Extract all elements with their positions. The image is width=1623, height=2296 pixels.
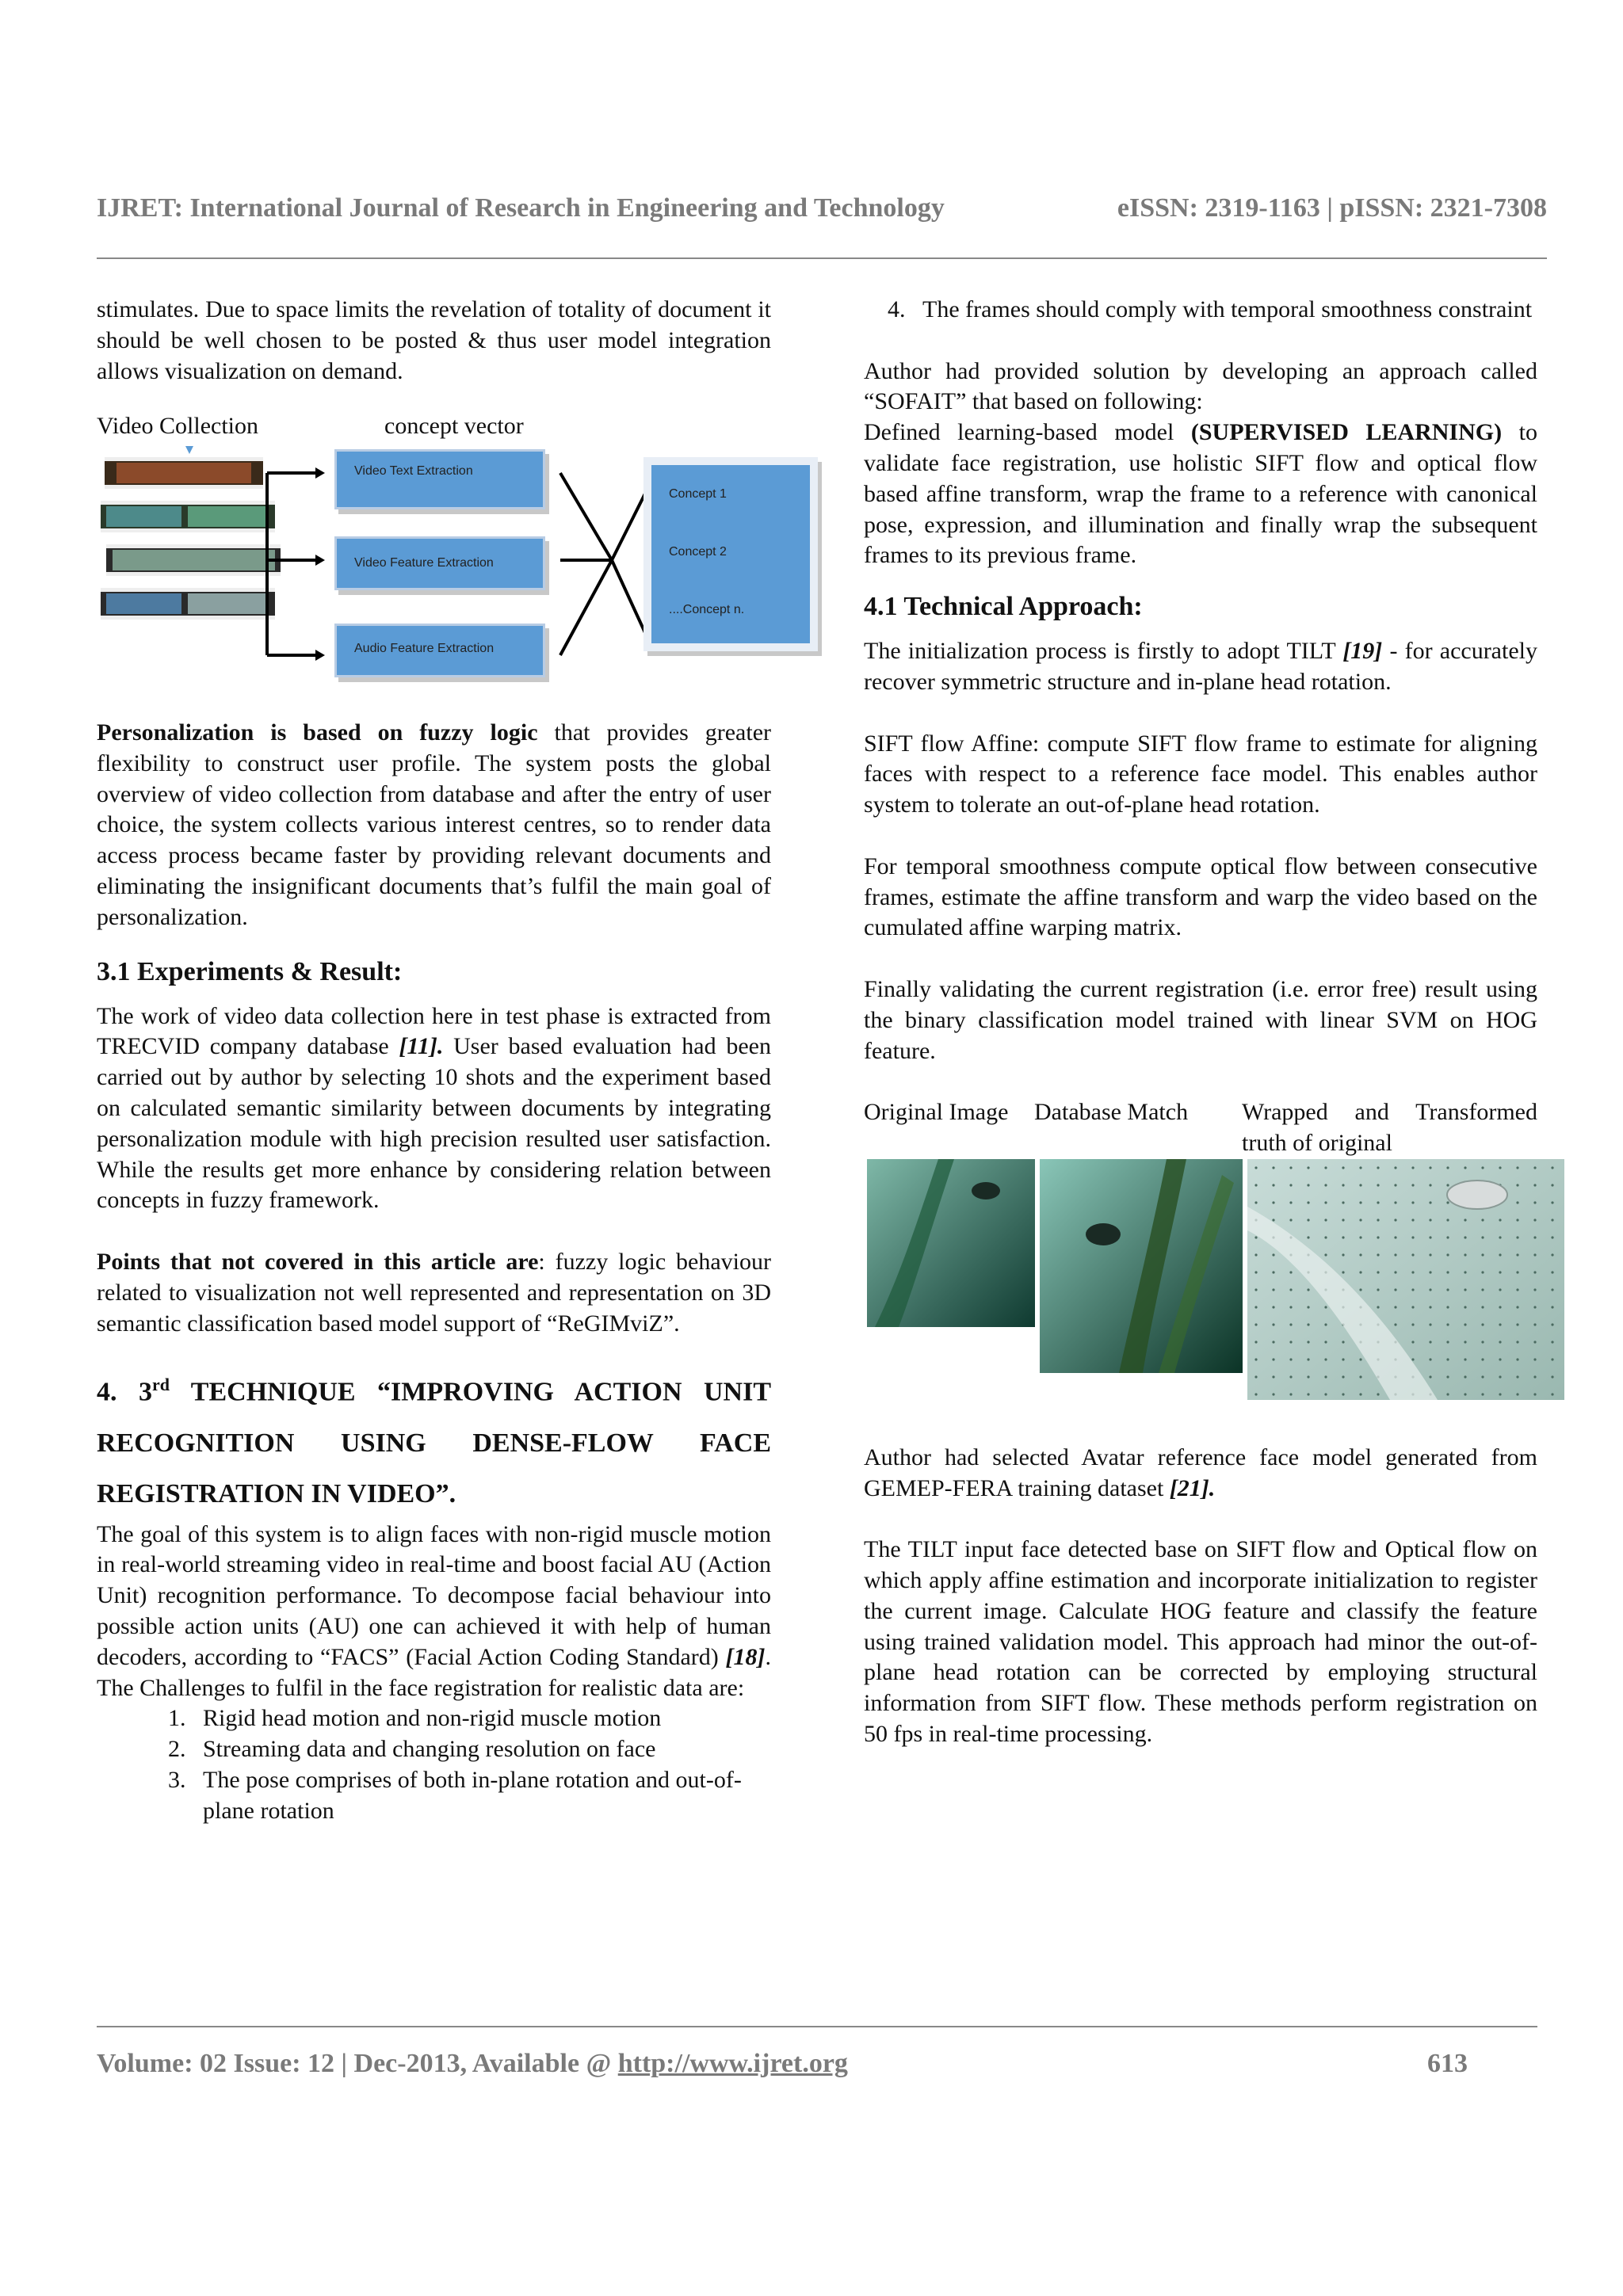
section-4-1-heading: 4.1 Technical Approach: [864, 592, 1143, 622]
video-feature-extraction-box [334, 536, 545, 590]
running-header [97, 193, 1547, 223]
validation-paragraph: Finally validating the current registration (i.e. error free) result using the binary classification model trained with linear SVM on HOG feature. [864, 975, 1537, 1064]
film-strip-1 [105, 457, 263, 489]
concept-vector-box [643, 457, 818, 651]
audio-feature-extraction-box [334, 624, 545, 677]
right-column [864, 295, 1537, 1750]
figure-label-concept-vector: concept vector [384, 413, 524, 440]
section-4-heading-line3: REGISTRATION IN VIDEO”. [97, 1478, 456, 1508]
temporal-smoothness-paragraph: For temporal smoothness compute optical flow between consecutive frames, estimate the affine transform and warp the video based on the cumulated affine warping matrix. [864, 852, 1537, 941]
list-item: 4. The frames should comply with temporal smoothness constraint [911, 295, 1537, 326]
video-feature-extraction-label: Video Feature Extraction [354, 556, 494, 570]
sift-flow-paragraph: SIFT flow Affine: compute SIFT flow frame to estimate for aligning faces with respect to a reference face model. This enables author system to tolerate an out-of-plane head rotation. [864, 730, 1537, 818]
avatar-paragraph: Author had selected Avatar reference face model generated from GEMEP-FERA training dataset [21]. [864, 1444, 1537, 1501]
caption-original-image: Original Image [864, 1099, 1009, 1126]
down-arrow-icon [185, 446, 193, 454]
caption-database-match: Database Match [1034, 1099, 1189, 1126]
footer-rule [97, 2026, 1537, 2027]
original-image [867, 1159, 1035, 1327]
challenges-list [97, 1703, 771, 1826]
citation-11: [11]. [399, 1033, 444, 1060]
list-item: 2. Streaming data and changing resolution on face [192, 1734, 771, 1765]
page-footer [97, 2049, 1468, 2079]
points-not-covered-paragraph: Points that not covered in this article are: fuzzy logic behaviour related to visualization not well represented and representation on 3D semantic classification based model support of “ReGIMviZ”. [97, 1248, 772, 1337]
database-match-image [1040, 1159, 1243, 1373]
video-text-extraction-box [334, 449, 545, 509]
challenges-list-continued [816, 295, 1537, 326]
audio-feature-extraction-label: Audio Feature Extraction [354, 642, 495, 656]
section-4-heading-line2: RECOGNITION USING DENSE-FLOW FACE [97, 1428, 771, 1458]
citation-19: [19] [1342, 638, 1383, 665]
sofait-paragraph: Author had provided solution by developing an approach called “SOFAIT” that based on following: Defined learning-based model (SUPERVISED LEARNING) to validate face registration, use holistic SIFT flow and optical flow based affine transform, wrap the frame to a reference with canonical pose, expression, and illumination and finally wrap the subsequent frames to its previous frame. [864, 357, 1538, 569]
film-strip-2 [101, 501, 275, 532]
left-column [97, 295, 771, 1827]
registration-figure [864, 1159, 1537, 1421]
tilt-input-paragraph: The TILT input face detected base on SIFT flow and Optical flow on which apply affine estimation and incorporate initialization to register the current image. Calculate HOG feature and classify the feature using trained validation model. This approach had minor the out-of-plane head rotation can be corrected by employing structural information from SIFT flow. These methods perform registration on 50 fps in real-time processing. [864, 1536, 1537, 1747]
figure-captions [864, 1097, 1537, 1159]
list-item: 1. Rigid head motion and non-rigid muscle motion [192, 1703, 771, 1734]
footer-volume: Volume: 02 Issue: 12 | Dec-2013, Available @ http://www.ijret.org [97, 2049, 848, 2078]
journal-title: IJRET: International Journal of Research in Engineering and Technology [97, 193, 945, 223]
goal-paragraph: The goal of this system is to align faces with non-rigid muscle motion in real-world streaming video in real-time and boost facial AU (Action Unit) recognition performance. To decompose facial behaviour into possible action units (AU) one can achieved it with help of human decoders, according to “FACS” (Facial Action Coding Standard) [18]. The Challenges to fulfil in the face registration for realistic data are: [97, 1520, 771, 1701]
video-text-extraction-label: Video Text Extraction [354, 464, 473, 479]
issn: eISSN: 2319-1163 | pISSN: 2321-7308 [1117, 193, 1547, 223]
experiments-paragraph: The work of video data collection here in test phase is extracted from TRECVID company database [11]. User based evaluation had been carried out by author by selecting 10 shots and the experiment based on calculated semantic similarity between documents by integrating personalization module with high precision resulted user satisfaction. While the results get more enhance by considering relation between concepts in fuzzy framework. [97, 1002, 771, 1214]
film-strip-4 [101, 588, 275, 620]
tilt-paragraph: The initialization process is firstly to adopt TILT [19] - for accurately recover symmetric structure and in-plane head rotation. [864, 638, 1537, 695]
figure-label-video-collection: Video Collection [97, 413, 258, 440]
caption-wrapped-transformed: Wrapped and Transformed truth of original [1242, 1099, 1537, 1156]
citation-18: [18] [725, 1643, 766, 1670]
journal-url-link[interactable]: http://www.ijret.org [617, 2049, 848, 2078]
intro-paragraph: stimulates. Due to space limits the revelation of totality of document it should be well chosen to be posted & thus user model integration allows visualization on demand. [97, 296, 771, 384]
concept-n-label: ....Concept n. [669, 602, 745, 616]
arrow-heads [315, 467, 325, 661]
video-collection-figure [97, 413, 810, 687]
section-4-heading-line1: 4. 3rd TECHNIQUE “IMPROVING ACTION UNIT [97, 1375, 771, 1407]
concept-2-label: Concept 2 [669, 544, 727, 559]
citation-21: [21]. [1169, 1474, 1216, 1501]
wrapped-transformed-image [1247, 1159, 1564, 1400]
concept-1-label: Concept 1 [669, 487, 727, 502]
personalization-paragraph: Personalization is based on fuzzy logic that provides greater flexibility to construct user profile. The system posts the global overview of video collection from database and after the entry of user choice, the system collects various interest centres, so to render data access process became faster by providing relevant documents and eliminating the insignificant documents that’s fulfil the main goal of personalization. [97, 719, 772, 930]
section-3-1-heading: 3.1 Experiments & Result: [97, 956, 403, 986]
page-number: 613 [1427, 2049, 1468, 2078]
header-rule [97, 257, 1547, 259]
film-strip-3 [106, 544, 281, 576]
list-item: 3. The pose comprises of both in-plane rotation and out-of-plane rotation [192, 1765, 771, 1827]
